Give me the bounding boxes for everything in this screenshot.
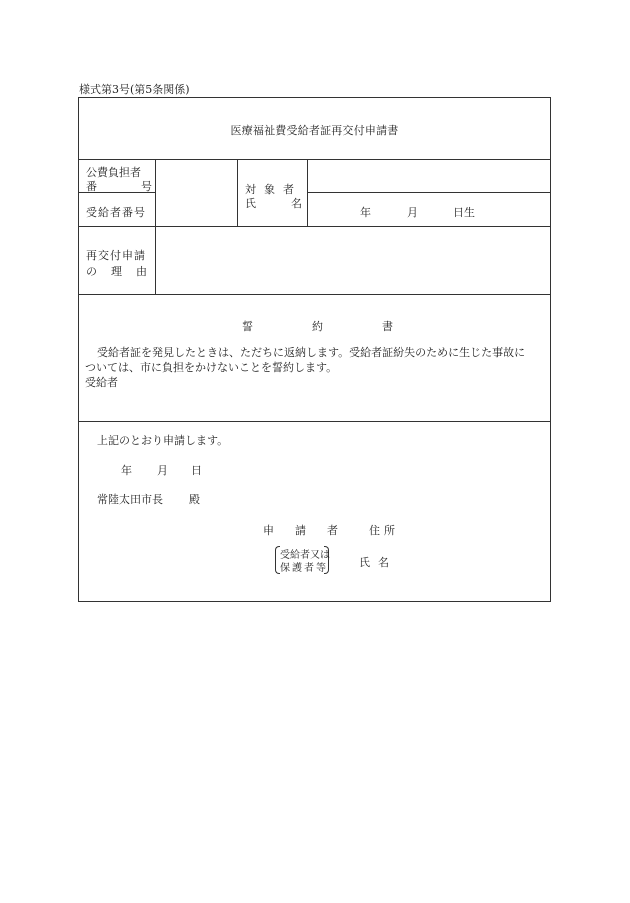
number-label-text: 番号 [86, 180, 196, 193]
birth-day-label: 日生 [453, 206, 475, 219]
public-payer-label: 公費負担者 [86, 166, 141, 179]
divider-below-reason [79, 294, 550, 295]
application-day-label: 日 [191, 464, 202, 477]
public-payer-label-number [86, 178, 196, 194]
divider-right-mid [307, 192, 550, 193]
application-year-label: 年 [121, 464, 132, 477]
pledge-body-line-2: ついては、市に負担をかけないことを誓約します。 [85, 361, 338, 374]
recipient-number-label: 受給者番号 [86, 206, 146, 219]
divider-below-title [79, 159, 550, 160]
subject-name-label: 氏名 [245, 197, 337, 210]
application-statement: 上記のとおり申請します。 [97, 434, 229, 447]
application-month-label: 月 [157, 464, 168, 477]
addressee-label: 常陸太田市長 [97, 493, 163, 506]
reason-label-sub: の理由 [86, 265, 161, 278]
bracket-text-line-1: 受給者又は [280, 550, 330, 561]
pledge-signer-label: 受給者 [85, 376, 118, 389]
pledge-body-line-1: 受給者証を発見したときは、ただちに返納します。受給者証紛失のために生じた事故に [97, 346, 526, 359]
divider-subject-left [237, 159, 238, 226]
pledge-heading-char-1: 誓 [242, 320, 253, 333]
divider-below-pledge [79, 421, 550, 422]
reason-label: 再交付申請 [86, 249, 146, 262]
applicant-name-label: 氏名 [359, 556, 397, 569]
birth-month-label: 月 [407, 206, 418, 219]
pledge-heading-char-2: 約 [312, 320, 323, 333]
birth-year-label: 年 [360, 206, 371, 219]
subject-label: 対象者 [245, 183, 302, 196]
addressee-honorific: 殿 [189, 493, 200, 506]
form-number-label: 様式第3号(第5条関係) [79, 83, 190, 96]
applicant-label: 申請者 [263, 524, 359, 537]
application-form-frame [78, 97, 551, 602]
address-label: 住所 [369, 524, 399, 537]
bracket-text-line-2: 保護者等 [280, 563, 328, 574]
divider-below-recipient [79, 226, 550, 227]
form-title: 医療福祉費受給者証再交付申請書 [230, 124, 399, 137]
divider-subject-right [307, 159, 308, 226]
pledge-heading-char-3: 書 [382, 320, 393, 333]
applicant-type-bracket [275, 546, 329, 574]
